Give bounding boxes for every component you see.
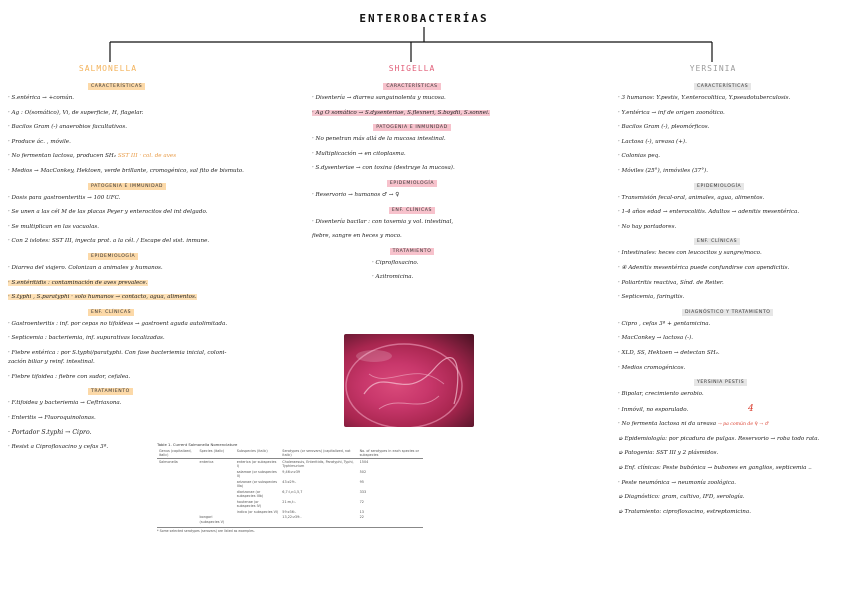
salmonella-column	[8, 64, 244, 458]
sal-note: SST III · col. de aves	[117, 153, 177, 160]
list-item: · Resist a Ciprofloxacino y cefas 3ª.	[8, 443, 109, 450]
list-item: · S.entérica → +común.	[8, 95, 75, 101]
list-item: · 3 humanos: Y.pestis, Y.enterocolitica, Y.pseudotuberculosis.	[618, 95, 791, 101]
list-item: · Septicemia : bacteriemia, inf. supurativas localizadas.	[8, 335, 165, 342]
list-item: · Móviles (25°), inmóviles (37°).	[618, 167, 709, 174]
list-item: · Gastroenteritis : inf. por cepas no tifoídeas → gastroent aguda autolimitada.	[8, 320, 228, 327]
list-item: · XLD, SS, Hektoen → detectan SH₂.	[618, 349, 720, 356]
list-item: · Bipolar, crecimiento aerobio.	[618, 391, 704, 398]
section-header: CARACTERÍSTICAS	[88, 83, 145, 90]
list-item: · Con 2 islotes: SST III, inyecta prot. a la cél. / Escape del sist. inmune.	[8, 238, 210, 245]
list-item: · Poliartritis reactiva, Sínd. de Reiter.	[618, 279, 724, 286]
nomenclature-table	[157, 442, 423, 533]
table-footnote: * Some selected serotypes (serovars) are listed as examples.	[157, 527, 423, 533]
list-item: · Transmisión fecal-oral, animales, agua, alimentos.	[618, 194, 765, 201]
table-header: Serotypes (or serovars) (capitalized, not italic)	[280, 448, 357, 459]
list-item: · Se unen a las cél M de las placas Peyer y enterocitos del int delgado.	[8, 209, 208, 216]
petri-dish-photo	[344, 334, 474, 427]
list-item: · No penetran más allá de la mucosa intestinal.	[312, 136, 446, 143]
section-header: EPIDEMIOLOGÍA	[387, 180, 437, 187]
list-item: · Bacilos Gram (-), pleomórficos.	[618, 124, 710, 131]
list-item: · Multiplicación → en citoplasma.	[312, 150, 406, 157]
section-header: DIAGNÓSTICO Y TRATAMIENTO	[682, 309, 773, 316]
list-item: · Diarrea del viajero. Colonizan a animales y humanos.	[8, 264, 163, 271]
table-header: Genus (capitalized, italic)	[157, 448, 198, 459]
list-item: · Disentería → diarrea sanguinolenta y mucosa.	[312, 95, 446, 101]
list-item: · Intestinales: heces con leucocitos y sangre/moco.	[618, 250, 762, 257]
section-header: YERSINIA PESTIS	[694, 379, 747, 386]
list-item: · 1-4 años edad → enterocolitis. Adultos → adenitis mesentérica.	[618, 209, 800, 216]
list-item: · Ag O somático → S.dysenteriae, S.flexneri, S.boydii, S.sonnei.	[312, 109, 490, 116]
list-item: · Azitromicina.	[372, 274, 414, 281]
list-item: ➭ Epidemiología: por picadura de pulgas. Reservorio → roba todo rata.	[618, 435, 820, 442]
table-row: diarizonae (or subspecies IIIb) 6,7:l,v:1,5,7 333	[236, 489, 367, 498]
section-header: PATOGENIA E INMUNIDAD	[373, 124, 451, 131]
list-item: · Fiebre tifoidea : fiebre con sudor, cefalea.	[8, 373, 131, 380]
list-item: · No fermenta lactosa ni da ureasa → pa común de ♀ → ♂	[618, 421, 769, 428]
salmonella-title: SALMONELLA	[78, 64, 138, 73]
shigella-title: SHIGELLA	[388, 64, 436, 73]
table-header: No. of serotypes in each species or subspecies	[358, 448, 423, 459]
list-item: ➭ Diagnóstico: gram, cultivo, IFD, serología.	[618, 494, 745, 501]
list-item: · F.tifoidea y bacteriemia → Ceftriaxona.	[8, 400, 122, 407]
list-item: · Colonias peq.	[618, 153, 660, 160]
table-row: salamae (or subspecies II) 9,46:z:z39 502	[236, 469, 367, 478]
list-item: · Cipro , cefas 3ª + gentamicina.	[618, 320, 711, 327]
list-item: · ④ Adenitis mesentérica puede confundirse con apendicitis.	[618, 264, 790, 271]
list-item: · Lactosa (-), ureasa (+).	[618, 138, 687, 145]
list-item: · Peste neumónica → neumonía zoológica.	[618, 479, 737, 486]
list-item: · Inmóvil, no esporulado. 4	[618, 403, 754, 414]
section-header: CARACTERÍSTICAS	[383, 83, 440, 90]
list-item: · Ag : O(somático), Vi, de superficie, H, flagelar.	[8, 109, 144, 116]
list-item: · Se multiplican en las vacuolas.	[8, 223, 100, 230]
list-item: zación biliar y reinf. intestinal.	[8, 358, 95, 365]
list-item: · Produce ác. , móvile.	[8, 138, 71, 145]
yer-note: → pa común de ♀ → ♂	[717, 422, 769, 428]
section-header: TRATAMIENTO	[88, 388, 133, 395]
table-row: arizonae (or subspecies IIIa) 43:z29:- 95	[236, 479, 364, 488]
list-item: · Y.entérica → inf de origen zoonótico.	[618, 109, 725, 116]
table-header: Species (italic)	[198, 448, 235, 459]
list-item: · No fermentan lactosa, producen SH₂ SST III · col. de aves	[8, 153, 177, 160]
list-item: fiebre, sangre en heces y moco.	[312, 233, 402, 240]
list-item: · Enteritis → Fluoroquinolonas.	[8, 414, 96, 421]
list-item: · MacConkey → lactosa (-).	[618, 335, 693, 342]
table-header: Subspecies (italic)	[235, 448, 281, 459]
table-row: Salmonella enterica enterica (or subspecies I) Choleraesuis, Enteritidis, Paratyphi, Typhi, Typhimurium 1504	[159, 459, 369, 468]
table-caption: Table 1. Current Salmonella Nomenclature	[157, 442, 238, 447]
list-item: · Bacilos Gram (-) anaerobios facultativos.	[8, 124, 128, 131]
table-row: indica (or subspecies VI) 59:z36:- 13	[236, 509, 364, 514]
table-row: houtenae (or subspecies IV) 21:m,t:- 72	[236, 499, 364, 508]
list-item: · Fiebre entérica : por S.typhi/paratyphi. Con fase bacteriemia inicial, coloni-	[8, 349, 227, 356]
list-item: · Medios cromogénicos.	[618, 364, 686, 371]
list-item: · Medios → MacConkey, Hektoen, verde brillante, cromogénico, sal fito de bismuto.	[8, 167, 244, 174]
list-item: ➭ Tratamiento: ciprofloxacino, estreptomicina.	[618, 508, 751, 515]
list-item: ➭ Enf. clínicas: Peste bubónica → bubones en ganglios, septicemia ..	[618, 465, 812, 472]
page-title: ENTEROBACTERÍAS	[359, 12, 489, 25]
list-item: · Reservorio → humanos ♂ → ♀	[312, 191, 400, 198]
section-header: PATOGENIA E IMMUNIDAD	[88, 183, 166, 190]
list-item: · Disentería bacilar : con toxemia y vol. intestinal,	[312, 218, 454, 225]
list-item: · Septicemia, faringitis.	[618, 294, 685, 301]
section-header: ENF. CLÍNICAS	[694, 238, 740, 245]
section-header: ENF. CLÍNICAS	[88, 309, 134, 316]
section-header: EPIDEMIOLOGÍA	[694, 183, 744, 190]
list-item: · S.typhi , S.paratyphi · solo humanos → contacto, agua, alimentos.	[8, 294, 197, 301]
shigella-column	[312, 64, 512, 289]
section-header: CARACTERÍSTICAS	[694, 83, 751, 90]
list-item: · Dosis para gastroenteritis → 100 UFC.	[8, 194, 121, 201]
table-row: bongori (subspecies V) 13,22:z39:- 22	[199, 515, 364, 524]
yersinia-title: YERSINIA	[689, 64, 737, 73]
yersinia-column	[618, 64, 844, 523]
yer-number-note: 4	[748, 403, 754, 414]
list-item: · S.entéritidis : contaminación de aves prevalece.	[8, 279, 148, 286]
list-item: · No hay portadores.	[618, 223, 677, 230]
list-item: · Portador S.typhi → Cipro.	[8, 429, 92, 437]
section-header: TRATAMIENTO	[390, 248, 435, 255]
section-header: EPIDEMIOLOGÍA	[88, 253, 138, 260]
list-item: · S.dysenteriae → con toxina (destruye la mucosa).	[312, 165, 455, 172]
list-item: · Ciprofloxacino.	[372, 259, 419, 266]
section-header: ENF. CLÍNICAS	[389, 207, 435, 214]
list-item: ➭ Patogenia: SST III y 2 plásmidos.	[618, 450, 719, 457]
